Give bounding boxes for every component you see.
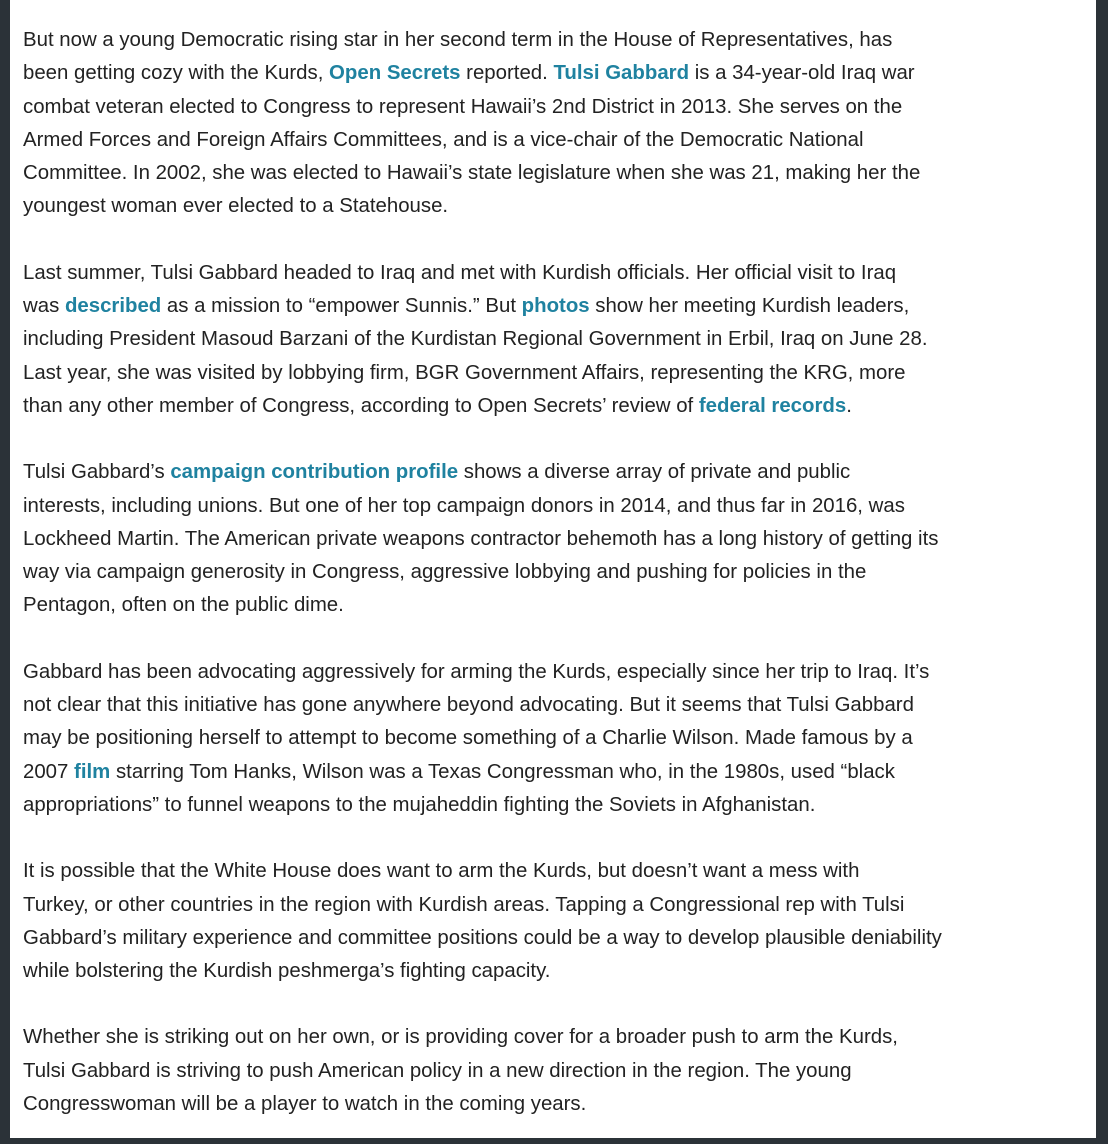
- article-paragraph: [23, 855, 1084, 988]
- text-segment: as a mission to “empower Sunnis.” But: [161, 295, 522, 318]
- article-paragraph: [23, 24, 1084, 224]
- text-segment: It is possible that the White House does want to arm the Kurds, but doesn’t want a mess with: [23, 860, 860, 883]
- text-segment: Tulsi Gabbard’s: [23, 461, 171, 484]
- text-line: [23, 1088, 1084, 1121]
- inline-link[interactable]: described: [64, 295, 162, 318]
- text-segment: appropriations” to funnel weapons to the mujaheddin fighting the Soviets in Afghanistan.: [23, 793, 816, 816]
- text-line: [23, 789, 1084, 822]
- text-segment: Committee. In 2002, she was elected to Hawaii’s state legislature when she was 21, making her the: [23, 162, 921, 185]
- text-segment: Turkey, or other countries in the region with Kurdish areas. Tapping a Congressional rep with Tulsi: [23, 893, 905, 916]
- text-line: [23, 91, 1084, 124]
- text-line: [23, 490, 1084, 523]
- text-segment: Whether she is striking out on her own, or is providing cover for a broader push to arm the Kurds,: [23, 1026, 898, 1049]
- text-segment: way via campaign generosity in Congress, aggressive lobbying and pushing for policies in the: [23, 561, 867, 584]
- article-page: [10, 0, 1096, 1138]
- article-paragraph: [23, 257, 1084, 423]
- text-line: [23, 756, 1084, 789]
- text-line: [23, 556, 1084, 589]
- text-segment: show her meeting Kurdish leaders,: [589, 295, 910, 318]
- text-segment: than any other member of Congress, according to Open Secrets’ review of: [23, 394, 699, 417]
- text-segment: not clear that this initiative has gone anywhere beyond advocating. But it seems that Tulsi Gabbard: [23, 694, 914, 717]
- text-segment: is a 34-year-old Iraq war: [689, 62, 915, 85]
- text-segment: combat veteran elected to Congress to represent Hawaii’s 2nd District in 2013. She serves on the: [23, 95, 903, 118]
- text-line: [23, 124, 1084, 157]
- article-paragraph: [23, 1021, 1084, 1121]
- text-segment: Last year, she was visited by lobbying firm, BGR Government Affairs, representing the KRG, more: [23, 361, 906, 384]
- text-segment: Last summer, Tulsi Gabbard headed to Iraq and met with Kurdish officials. Her official visit to Iraq: [23, 261, 897, 284]
- text-segment: reported.: [460, 62, 554, 85]
- text-line: [23, 722, 1084, 755]
- text-line: [23, 855, 1084, 888]
- text-segment: Armed Forces and Foreign Affairs Committees, and is a vice-chair of the Democratic National: [23, 128, 864, 151]
- text-line: [23, 689, 1084, 722]
- text-line: [23, 456, 1084, 489]
- text-segment: But now a young Democratic rising star in her second term in the House of Representatives, has: [23, 29, 893, 51]
- inline-link[interactable]: film: [74, 760, 111, 783]
- article-paragraph: [23, 456, 1084, 622]
- text-line: [23, 257, 1084, 290]
- text-segment: shows a diverse array of private and public: [458, 461, 851, 484]
- text-segment: been getting cozy with the Kurds,: [23, 62, 330, 85]
- inline-link[interactable]: campaign contribution profile: [170, 461, 459, 484]
- text-line: [23, 290, 1084, 323]
- text-segment: including President Masoud Barzani of the Kurdistan Regional Government in Erbil, Iraq on June 28.: [23, 328, 928, 351]
- text-line: [23, 1055, 1084, 1088]
- text-segment: Pentagon, often on the public dime.: [23, 594, 344, 617]
- text-line: [23, 323, 1084, 356]
- inline-link[interactable]: photos: [521, 295, 590, 318]
- text-line: [23, 157, 1084, 190]
- text-segment: while bolstering the Kurdish peshmerga’s fighting capacity.: [23, 960, 551, 983]
- article-paragraph: [23, 656, 1084, 822]
- text-segment: .: [846, 394, 852, 417]
- text-line: [23, 190, 1084, 223]
- text-segment: Congresswoman will be a player to watch in the coming years.: [23, 1093, 587, 1116]
- article-body: [23, 24, 1084, 1121]
- text-segment: Tulsi Gabbard is striving to push American policy in a new direction in the region. The young: [23, 1059, 852, 1082]
- text-segment: 2007: [23, 760, 75, 783]
- inline-link[interactable]: Tulsi Gabbard: [553, 62, 690, 85]
- text-segment: interests, including unions. But one of her top campaign donors in 2014, and thus far in 2016, was: [23, 494, 905, 517]
- text-segment: may be positioning herself to attempt to become something of a Charlie Wilson. Made famous by a: [23, 727, 913, 750]
- text-line: [23, 523, 1084, 556]
- inline-link[interactable]: Open Secrets: [329, 62, 461, 85]
- text-line: [23, 357, 1084, 390]
- text-segment: Gabbard has been advocating aggressively for arming the Kurds, especially since her trip to Iraq. It’s: [23, 660, 930, 683]
- text-line: [23, 656, 1084, 689]
- text-line: [23, 889, 1084, 922]
- text-line: [23, 922, 1084, 955]
- text-segment: starring Tom Hanks, Wilson was a Texas Congressman who, in the 1980s, used “black: [110, 760, 895, 783]
- text-line: [23, 1021, 1084, 1054]
- text-line: [23, 390, 1084, 423]
- text-segment: youngest woman ever elected to a Statehouse.: [23, 195, 449, 218]
- text-line: [23, 955, 1084, 988]
- text-line: [23, 57, 1084, 90]
- text-segment: Lockheed Martin. The American private weapons contractor behemoth has a long history of getting its: [23, 527, 939, 550]
- text-segment: was: [23, 295, 65, 318]
- text-segment: Gabbard’s military experience and committee positions could be a way to develop plausible deniability: [23, 926, 942, 949]
- inline-link[interactable]: federal records: [698, 394, 847, 417]
- text-line: [23, 589, 1084, 622]
- text-line: [23, 24, 1084, 57]
